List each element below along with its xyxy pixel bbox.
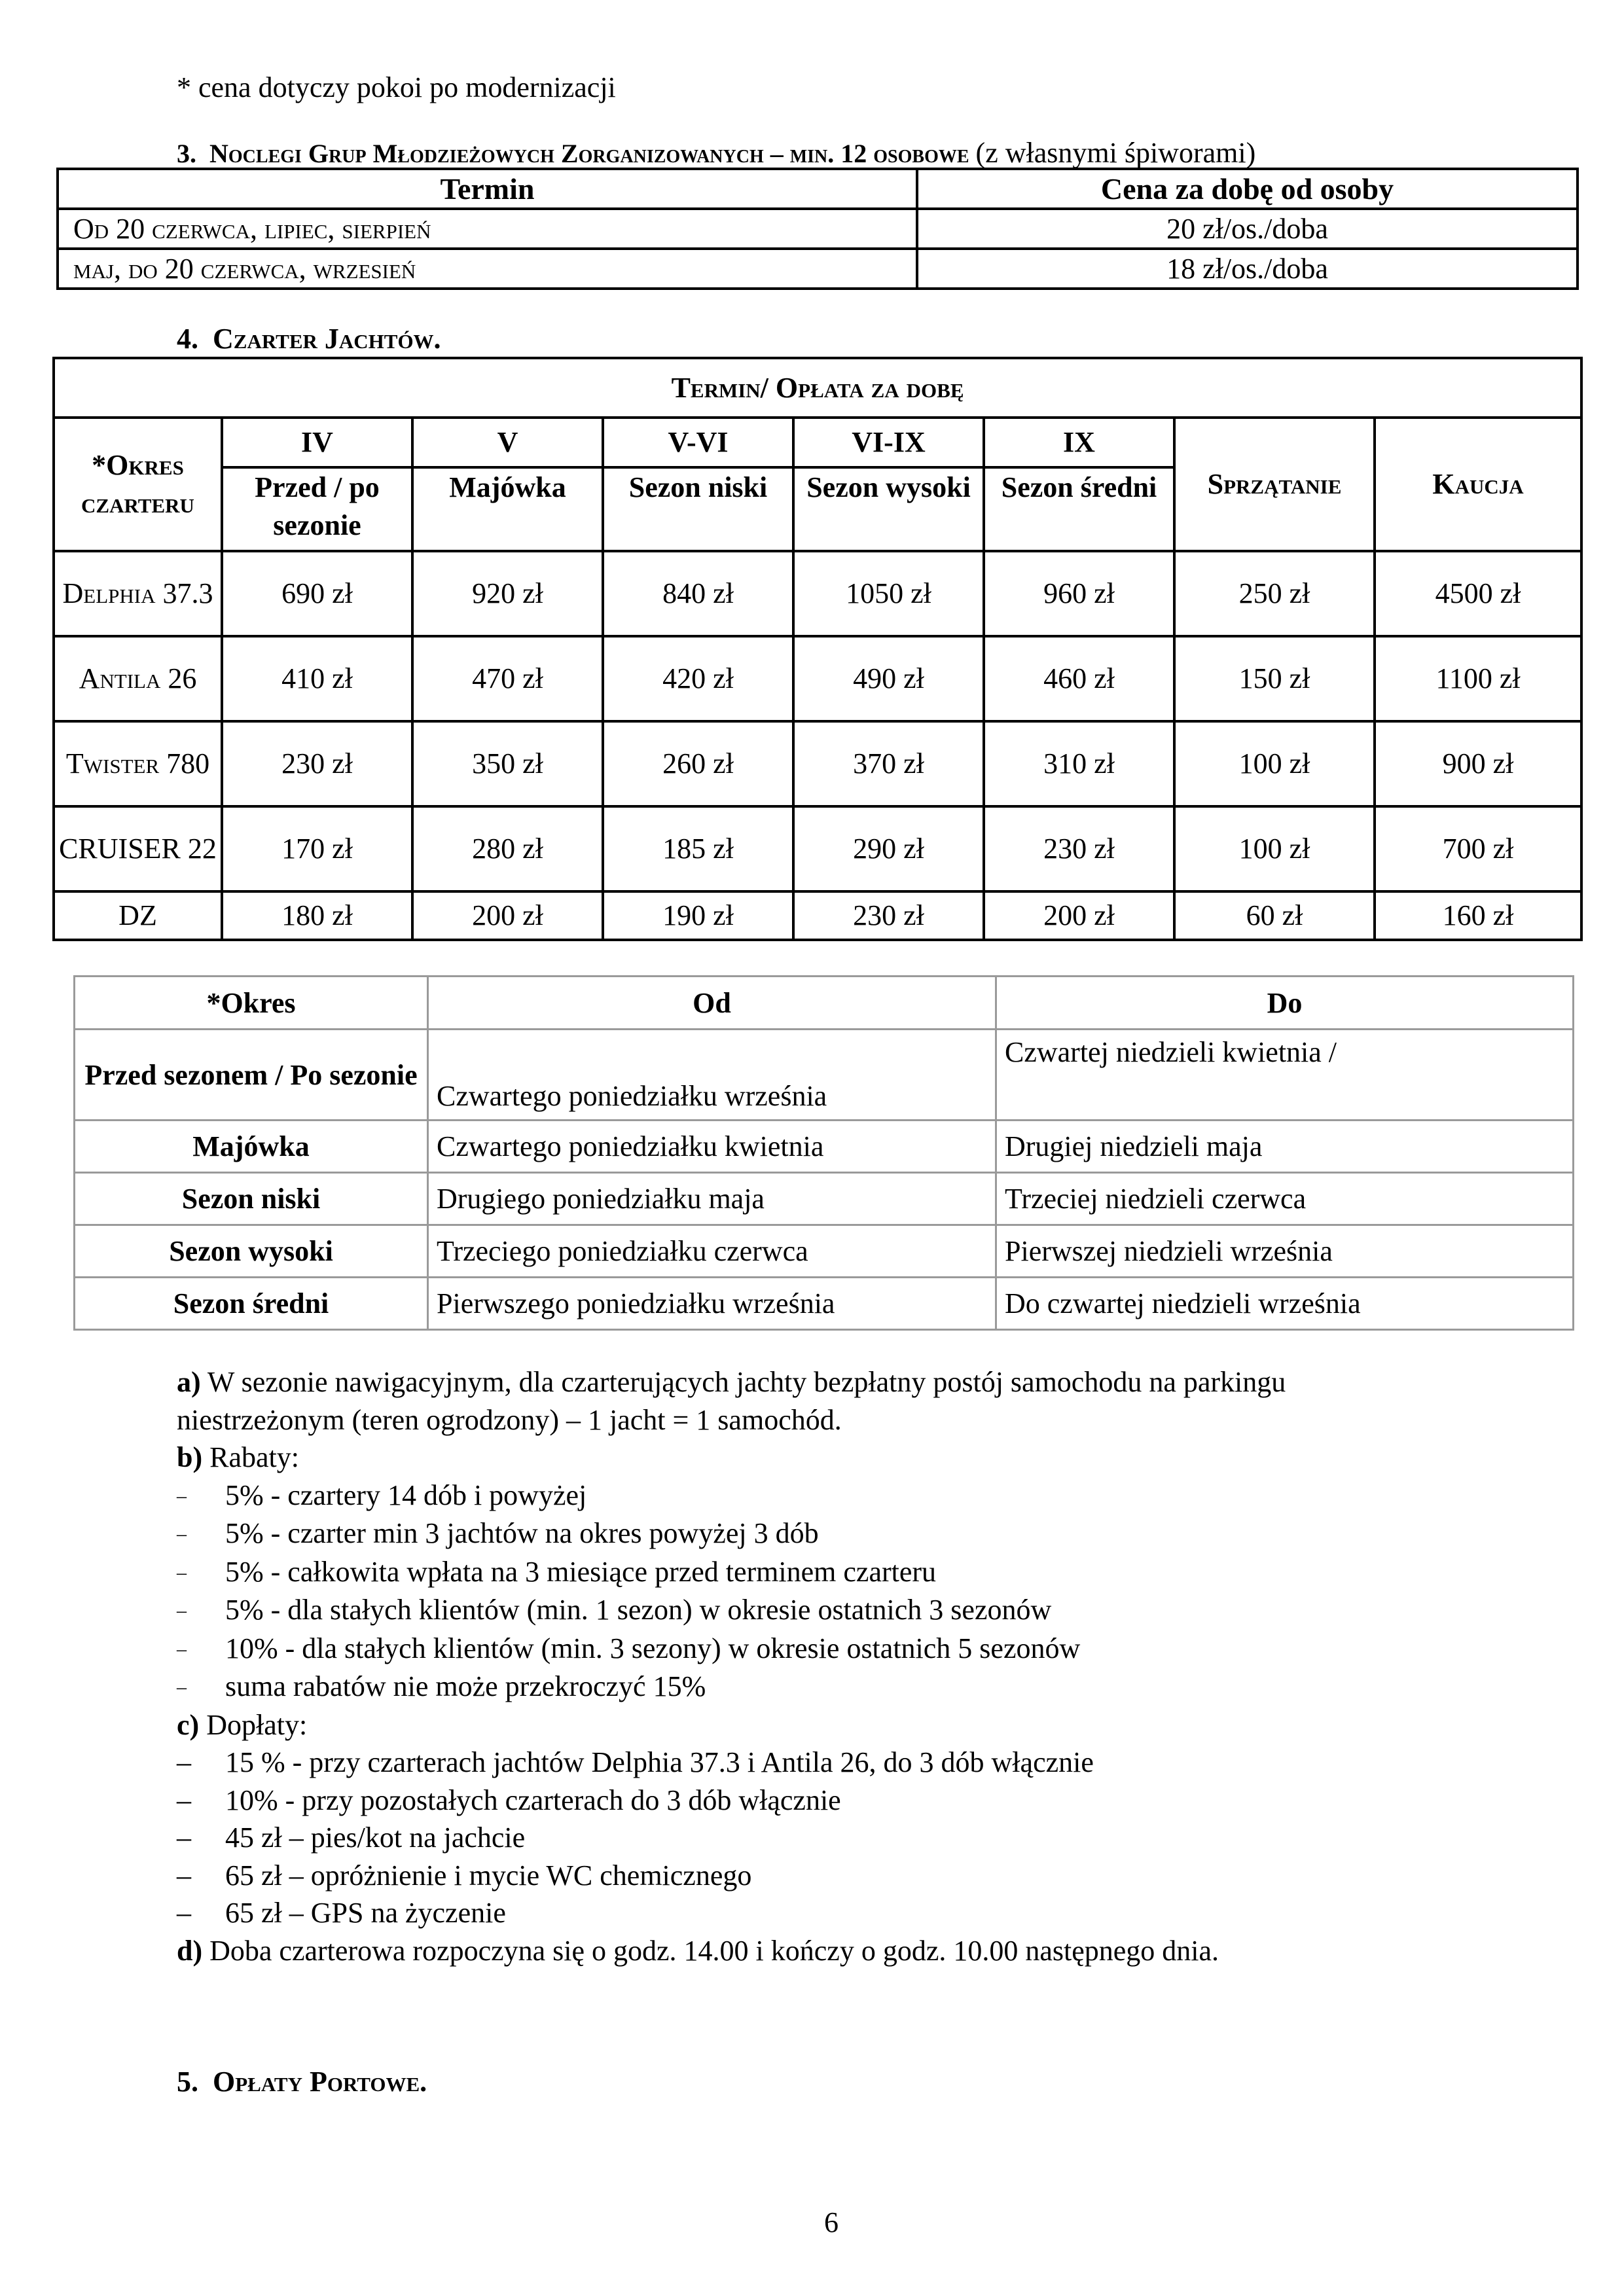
note-d — [177, 1932, 1486, 1970]
deposit-cell: 1100 zł — [1375, 636, 1581, 721]
boat-name: Antila 26 — [54, 636, 222, 721]
dash-bullet: – — [177, 1523, 187, 1545]
discount-text: suma rabatów nie może przekroczyć 15% — [225, 1670, 706, 1702]
cleaning-cell: 100 zł — [1174, 806, 1375, 891]
section-3-heading — [177, 136, 1255, 170]
price-cell: 280 zł — [412, 806, 603, 891]
period-from: Czwartego poniedziałku września — [428, 1030, 996, 1121]
price-cell: 310 zł — [984, 721, 1174, 806]
table-row — [58, 249, 1578, 289]
table-header-row — [75, 977, 1574, 1030]
price-cell: 200 zł — [412, 891, 603, 940]
price-cell: 185 zł — [603, 806, 793, 891]
surcharge-text: 10% - przy pozostałych czarterach do 3 dób włącznie — [225, 1784, 841, 1816]
list-item — [177, 1630, 1486, 1668]
dash-bullet: – — [177, 1484, 187, 1507]
surcharge-text: 45 zł – pies/kot na jachcie — [225, 1821, 526, 1854]
month-header: IV — [222, 418, 412, 467]
table-row — [54, 636, 1581, 721]
period-name: Sezon średni — [75, 1278, 428, 1330]
header-from: Od — [428, 977, 996, 1030]
dash-bullet: – — [177, 1676, 187, 1698]
season-header: Sezon niski — [603, 467, 793, 551]
price-cell: 200 zł — [984, 891, 1174, 940]
period-from: Czwartego poniedziałku kwietnia — [428, 1121, 996, 1173]
dash-bullet: – — [177, 1746, 191, 1778]
header-period: *Okres — [75, 977, 428, 1030]
season-header: Majówka — [412, 467, 603, 551]
note-c-text: Dopłaty: — [206, 1708, 308, 1741]
table-row — [75, 1030, 1574, 1121]
surcharge-text: 15 % - przy czarterach jachtów Delphia 37.3 i Antila 26, do 3 dób włącznie — [225, 1746, 1094, 1778]
note-a — [177, 1363, 1486, 1401]
surcharge-text: 65 zł – GPS na życzenie — [225, 1897, 506, 1929]
table-header-row — [58, 169, 1578, 209]
section-3-suffix: (z własnymi śpiworami) — [975, 137, 1256, 169]
note-b-label: b) — [177, 1441, 203, 1473]
term-fee-header: Termin/ Opłata za dobę — [54, 358, 1581, 418]
period-to: Drugiej niedzieli maja — [996, 1121, 1574, 1173]
header-term: Termin — [58, 169, 917, 209]
discount-text: 5% - całkowita wpłata na 3 miesiące przed terminem czarteru — [225, 1555, 937, 1588]
section-5-heading — [177, 2065, 427, 2098]
price-cell: 370 zł — [793, 721, 984, 806]
table-row — [58, 209, 1578, 249]
list-item — [177, 1668, 1486, 1706]
table-row — [54, 551, 1581, 636]
price-cell: 1050 zł — [793, 551, 984, 636]
discount-text: 5% - czartery 14 dób i powyżej — [225, 1479, 587, 1511]
price-cell: 230 zł — [222, 721, 412, 806]
period-name: Przed sezonem / Po sezonie — [75, 1030, 428, 1121]
price-cell: 290 zł — [793, 806, 984, 891]
note-c — [177, 1706, 1486, 1744]
deposit-cell: 900 zł — [1375, 721, 1581, 806]
price-cell: 230 zł — [793, 891, 984, 940]
price-cell: 190 zł — [603, 891, 793, 940]
deposit-cell: 160 zł — [1375, 891, 1581, 940]
table-row — [54, 891, 1581, 940]
table-row — [54, 721, 1581, 806]
period-to: Pierwszej niedzieli września — [996, 1225, 1574, 1278]
price-cell: 490 zł — [793, 636, 984, 721]
discount-text: 5% - czarter min 3 jachtów na okres powyżej 3 dób — [225, 1517, 819, 1549]
section-4-title: Czarter Jachtów. — [213, 323, 441, 355]
period-name: Majówka — [75, 1121, 428, 1173]
list-item — [177, 1857, 1486, 1895]
season-header: Sezon średni — [984, 467, 1174, 551]
group-accommodation-table — [56, 168, 1579, 290]
price-cell: 230 zł — [984, 806, 1174, 891]
period-to: Trzeciej niedzieli czerwca — [996, 1173, 1574, 1225]
dash-bullet: – — [177, 1821, 191, 1854]
season-header: Przed / po sezonie — [222, 467, 412, 551]
price-cell: 18 zł/os./doba — [917, 249, 1578, 289]
price-cell: 920 zł — [412, 551, 603, 636]
table-row — [75, 1121, 1574, 1173]
dash-bullet: – — [177, 1600, 187, 1621]
price-cell: 960 zł — [984, 551, 1174, 636]
period-to: Do czwartej niedzieli września — [996, 1278, 1574, 1330]
cleaning-header: Sprzątanie — [1174, 418, 1375, 551]
list-item — [177, 1515, 1486, 1553]
period-from: Pierwszego poniedziałku września — [428, 1278, 996, 1330]
dash-bullet: – — [177, 1638, 187, 1660]
list-item — [177, 1819, 1486, 1857]
table-header-row — [54, 358, 1581, 418]
yacht-charter-table — [52, 357, 1583, 941]
month-header: V — [412, 418, 603, 467]
section-5-title: Opłaty Portowe. — [213, 2066, 427, 2098]
note-c-label: c) — [177, 1708, 200, 1741]
note-d-text: Doba czarterowa rozpoczyna się o godz. 14.00 i kończy o godz. 10.00 następnego dnia. — [209, 1934, 1219, 1967]
table-row — [75, 1173, 1574, 1225]
period-from: Drugiego poniedziałku maja — [428, 1173, 996, 1225]
period-cell: Od 20 czerwca, lipiec, sierpień — [58, 209, 917, 249]
deposit-header: Kaucja — [1375, 418, 1581, 551]
charter-notes — [177, 1363, 1486, 1969]
price-cell: 840 zł — [603, 551, 793, 636]
section-4-heading — [177, 322, 441, 355]
cleaning-cell: 60 zł — [1174, 891, 1375, 940]
table-row — [75, 1278, 1574, 1330]
price-cell: 170 zł — [222, 806, 412, 891]
boat-name: DZ — [54, 891, 222, 940]
month-row — [54, 418, 1581, 467]
page-number: 6 — [824, 2206, 839, 2238]
list-item — [177, 1894, 1486, 1932]
dash-bullet: – — [177, 1897, 191, 1929]
month-header: V-VI — [603, 418, 793, 467]
price-note: * cena dotyczy pokoi po modernizacji — [177, 71, 616, 103]
period-from: Trzeciego poniedziałku czerwca — [428, 1225, 996, 1278]
price-cell: 690 zł — [222, 551, 412, 636]
cleaning-cell: 100 zł — [1174, 721, 1375, 806]
season-periods-table — [73, 975, 1574, 1331]
cleaning-cell: 150 zł — [1174, 636, 1375, 721]
price-cell: 460 zł — [984, 636, 1174, 721]
section-3-number: 3. — [177, 139, 196, 168]
list-item — [177, 1477, 1486, 1515]
cleaning-cell: 250 zł — [1174, 551, 1375, 636]
charter-period-header: *Okres czarteru — [54, 418, 222, 551]
boat-name: Delphia 37.3 — [54, 551, 222, 636]
price-cell: 420 zł — [603, 636, 793, 721]
dash-bullet: – — [177, 1859, 191, 1892]
note-a-label: a) — [177, 1366, 201, 1398]
period-to: Czwartej niedzieli kwietnia / — [996, 1030, 1574, 1121]
table-row — [54, 806, 1581, 891]
table-row — [75, 1225, 1574, 1278]
period-name: Sezon niski — [75, 1173, 428, 1225]
discount-text: 5% - dla stałych klientów (min. 1 sezon) w okresie ostatnich 3 sezonów — [225, 1594, 1052, 1626]
list-item — [177, 1782, 1486, 1820]
list-item — [177, 1744, 1486, 1782]
list-item — [177, 1591, 1486, 1630]
dash-bullet: – — [177, 1784, 191, 1816]
price-cell: 350 zł — [412, 721, 603, 806]
month-header: VI-IX — [793, 418, 984, 467]
period-name: Sezon wysoki — [75, 1225, 428, 1278]
note-a-line1: W sezonie nawigacyjnym, dla czarterujących jachty bezpłatny postój samochodu na parkingu — [207, 1366, 1286, 1398]
discount-text: 10% - dla stałych klientów (min. 3 sezony) w okresie ostatnich 5 sezonów — [225, 1632, 1081, 1664]
boat-name: Twister 780 — [54, 721, 222, 806]
price-cell: 20 zł/os./doba — [917, 209, 1578, 249]
month-header: IX — [984, 418, 1174, 467]
surcharge-text: 65 zł – opróżnienie i mycie WC chemicznego — [225, 1859, 752, 1892]
section-3-title: Noclegi Grup Młodzieżowych Zorganizowanych – min. 12 osobowe — [209, 139, 969, 168]
note-a-line2: niestrzeżonym (teren ogrodzony) – 1 jacht = 1 samochód. — [177, 1403, 842, 1436]
note-d-label: d) — [177, 1934, 203, 1967]
price-cell: 180 zł — [222, 891, 412, 940]
period-cell: maj, do 20 czerwca, wrzesień — [58, 249, 917, 289]
list-item — [177, 1553, 1486, 1592]
price-cell: 410 zł — [222, 636, 412, 721]
section-5-number: 5. — [177, 2066, 198, 2098]
header-to: Do — [996, 977, 1574, 1030]
deposit-cell: 4500 zł — [1375, 551, 1581, 636]
dash-bullet: – — [177, 1561, 187, 1583]
price-cell: 470 zł — [412, 636, 603, 721]
note-b — [177, 1439, 1486, 1477]
price-cell: 260 zł — [603, 721, 793, 806]
deposit-cell: 700 zł — [1375, 806, 1581, 891]
section-4-number: 4. — [177, 323, 198, 355]
season-header: Sezon wysoki — [793, 467, 984, 551]
note-b-text: Rabaty: — [209, 1441, 299, 1473]
header-price: Cena za dobę od osoby — [917, 169, 1578, 209]
boat-name: CRUISER 22 — [54, 806, 222, 891]
